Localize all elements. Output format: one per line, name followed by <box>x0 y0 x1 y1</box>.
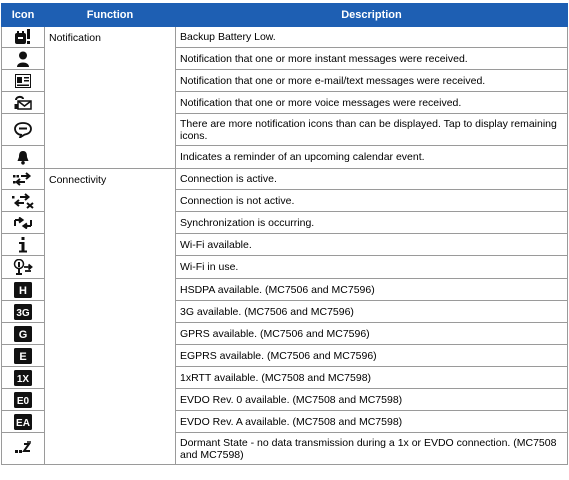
description-cell: EVDO Rev. A available. (MC7508 and MC7598) <box>176 411 568 433</box>
description-cell: HSDPA available. (MC7506 and MC7596) <box>176 279 568 301</box>
header-icon: Icon <box>2 4 45 27</box>
header-function: Function <box>45 4 176 27</box>
wifi-in-use-icon <box>12 259 34 275</box>
description-cell: Indicates a reminder of an upcoming calendar event. <box>176 146 568 169</box>
1xrtt-icon <box>14 370 32 386</box>
svg-text:EA: EA <box>16 417 30 429</box>
icon-cell <box>2 48 45 70</box>
svg-text:1X: 1X <box>16 373 30 385</box>
icon-cell <box>2 389 45 411</box>
svg-text:H: H <box>19 284 27 297</box>
icon-cell <box>2 411 45 433</box>
description-cell: Notification that one or more e-mail/text messages were received. <box>176 70 568 92</box>
table-row <box>2 169 568 190</box>
description-cell: Dormant State - no data transmission during a 1x or EVDO connection. (MC7508 and MC7598) <box>176 433 568 465</box>
function-cell: Connectivity <box>45 169 176 465</box>
description-cell: There are more notification icons than can be displayed. Tap to display remaining icons. <box>176 114 568 146</box>
description-cell: 1xRTT available. (MC7508 and MC7598) <box>176 367 568 389</box>
description-cell: 3G available. (MC7506 and MC7596) <box>176 301 568 323</box>
sync-icon <box>13 217 33 229</box>
dormant-icon <box>14 441 32 457</box>
description-cell: GPRS available. (MC7506 and MC7596) <box>176 323 568 345</box>
table-row <box>2 27 568 48</box>
hsdpa-icon <box>14 282 32 298</box>
connection-inactive-icon <box>12 193 34 209</box>
description-cell: Wi-Fi available. <box>176 234 568 256</box>
icon-cell <box>2 345 45 367</box>
icon-cell <box>2 433 45 465</box>
icon-table <box>1 3 568 465</box>
icon-cell <box>2 367 45 389</box>
icon-cell <box>2 190 45 212</box>
function-cell: Notification <box>45 27 176 169</box>
icon-cell <box>2 114 45 146</box>
icon-cell <box>2 301 45 323</box>
icon-cell <box>2 70 45 92</box>
description-cell: Backup Battery Low. <box>176 27 568 48</box>
icon-cell <box>2 279 45 301</box>
icon-cell <box>2 234 45 256</box>
description-cell: Connection is active. <box>176 169 568 190</box>
icon-cell <box>2 27 45 48</box>
email-text-icon <box>15 74 31 88</box>
icon-cell <box>2 169 45 190</box>
svg-text:G: G <box>18 328 28 341</box>
description-cell: Wi-Fi in use. <box>176 256 568 279</box>
egprs-icon <box>14 348 32 364</box>
svg-text:E: E <box>19 350 27 363</box>
description-cell: Notification that one or more instant messages were received. <box>176 48 568 70</box>
person-icon <box>16 51 30 67</box>
icon-cell <box>2 146 45 169</box>
battery-warning-icon <box>14 29 32 45</box>
description-cell: Notification that one or more voice messages were received. <box>176 92 568 114</box>
table-body <box>2 27 568 465</box>
svg-text:3G: 3G <box>16 307 30 319</box>
description-cell: EGPRS available. (MC7506 and MC7596) <box>176 345 568 367</box>
icon-cell <box>2 256 45 279</box>
wifi-available-icon <box>18 237 28 253</box>
evdo-reva-icon <box>14 414 32 430</box>
svg-text:E0: E0 <box>16 395 30 407</box>
gprs-icon <box>14 326 32 342</box>
description-cell: EVDO Rev. 0 available. (MC7508 and MC7598) <box>176 389 568 411</box>
3g-icon <box>14 304 32 320</box>
icon-cell <box>2 92 45 114</box>
header-description: Description <box>176 4 568 27</box>
voicemail-icon <box>14 95 32 110</box>
description-cell: Connection is not active. <box>176 190 568 212</box>
description-cell: Synchronization is occurring. <box>176 212 568 234</box>
bell-icon <box>16 150 30 165</box>
icon-cell <box>2 212 45 234</box>
more-notifications-icon <box>14 122 32 138</box>
evdo-rev0-icon <box>14 392 32 408</box>
connection-active-icon <box>13 172 33 186</box>
icon-cell <box>2 323 45 345</box>
table-header-row <box>2 4 568 27</box>
